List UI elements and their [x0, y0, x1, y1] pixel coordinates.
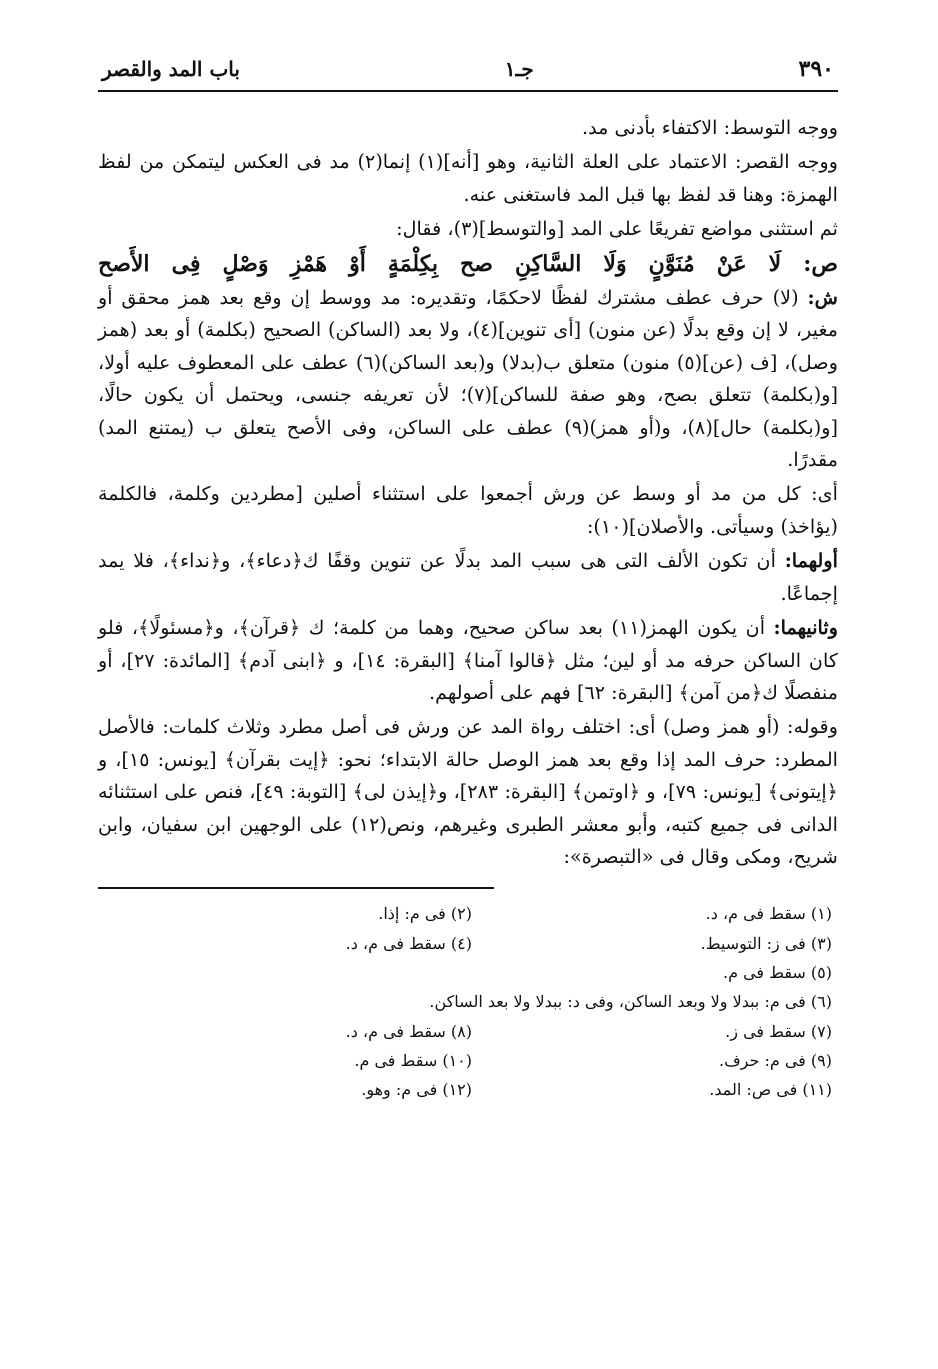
- page-number: ٣٩٠: [798, 56, 834, 82]
- footnote-row: [98, 1046, 832, 1075]
- footnote: (١٢) فى م: وهو.: [361, 1080, 472, 1100]
- verse-marker: ص:: [803, 250, 838, 277]
- footnote: (١٠) سقط فى م.: [354, 1050, 472, 1070]
- page: [98, 56, 838, 1306]
- footnote: (١١) فى ص: المد.: [709, 1080, 832, 1100]
- footnote-row: [98, 1075, 832, 1104]
- footnote: (٧) سقط فى ز.: [725, 1021, 832, 1041]
- footnote: (١) سقط فى م، د.: [705, 904, 832, 924]
- verse-text: لَا عَنْ مُنَوَّنٍ وَلَا السَّاكِنِ صح بِكِلْمَةٍ أَوْ هَمْزِ وَصْلٍ فِى الأَصح: [98, 250, 782, 277]
- chapter-title: باب المد والقصر: [102, 57, 240, 81]
- paragraph-two-principles: أى: كل من مد أو وسط عن ورش أجمعوا على استثناء أصلين [مطردين وكلمة، فالكلمة (يؤاخذ) وسيأتى. والأصلان](١٠):: [98, 482, 838, 538]
- running-header: [98, 56, 838, 92]
- paragraph-hamz-wasl: وقوله: (أو همز وصل) أى: اختلف رواة المد عن ورش فى أصل مطرد وثلاث كلمات: فالأصل المطرد: حرف المد إذا وقع بعد همز الوصل حالة الابتداء؛ نحو: ﴿إيت بقرآن﴾ [يونس: ١٥]، و ﴿إيتونى﴾ [يونس: ٧٩]، و ﴿اوتمن﴾ [البقرة: ٢٨٣]، و﴿إيذن لى﴾ [التوبة: ٤٩]، فنص على استثنائه الدانى فى جميع كتبه، وأبو معشر الطبرى وغيرهم، ونص(١٢) على الوجهين ابن سفيان، وابن شريح، ومكى وقال فى «التبصرة»:: [98, 715, 839, 868]
- commentary-text: (لا) حرف عطف مشترك لفظًا لاحكمًا، وتقديره: مد ووسط إن وقع بعد همز محقق أو مغير، لا إن وقع بدلًا (عن منون) [أى تنوين](٤)، ولا بعد (الساكن) الصحيح (بكلمة) أو بعد (همز وصل)، [ف (عن](٥) منون) متعلق ب(بدلا) و(بعد الساكن)(٦) عطف على المعطوف عليه أولا، [و(بكلمة) تتعلق بصح، وهو صفة للساكن](٧)؛ لأن تعريفه جنسى، ويحتمل أن يكون حالًا، [و(بكلمة) حال](٨)، و(أو همز)(٩) عطف على الساكن، وفى الأصح يتعلق ب (يمتنع المد) مقدرًا.: [98, 286, 838, 472]
- commentary-marker: ش:: [807, 286, 838, 310]
- paragraph-tawassut: ووجه التوسط: الاكتفاء بأدنى مد.: [582, 116, 838, 139]
- footnote: (٣) فى ز: التوسيط.: [700, 933, 832, 953]
- commentary-paragraph: [98, 282, 838, 476]
- footnote-divider: [98, 887, 494, 889]
- footnote: (٩) فى م: حرف.: [718, 1050, 832, 1070]
- footnote: (٤) سقط فى م، د.: [345, 933, 472, 953]
- footnote: (٦) فى م: ببدلا ولا وبعد الساكن، وفى د: ببدلا ولا بعد الساكن.: [429, 992, 832, 1012]
- footnote-row: [98, 899, 832, 928]
- paragraph-qasr: ووجه القصر: الاعتماد على العلة الثانية، وهو [أنه](١) إنما(٢) مد فى العكس ليتمكن من لفظ الهمزة: وهنا قد لفظ بها قبل المد فاستغنى عنه.: [98, 150, 838, 206]
- footnote-row: [98, 1017, 832, 1046]
- paragraph-istithna: ثم استثنى مواضع تفريعًا على المد [والتوسط](٣)، فقال:: [396, 217, 838, 241]
- footnote: (٨) سقط فى م، د.: [345, 1021, 472, 1041]
- footnote: (٥) سقط فى م.: [722, 962, 832, 982]
- first-text: أن تكون الألف التى هى سبب المد بدلًا عن تنوين وقفًا ك﴿دعاء﴾، و﴿نداء﴾، فلا يمد إجماعًا.: [98, 549, 838, 605]
- volume-label: جـ١: [504, 57, 534, 81]
- second-text: أن يكون الهمز(١١) بعد ساكن صحيح، وهما من كلمة؛ ك ﴿قرآن﴾، و﴿مسئولًا﴾، فلو كان الساكن حرفه مد أو لين؛ مثل ﴿قالوا آمنا﴾ [البقرة: ١٤]، و ﴿ابنى آدم﴾ [المائدة: ٢٧]، أو منفصلًا ك﴿من آمن﴾ [البقرة: ٦٢] فهم على أصولهم.: [98, 616, 839, 704]
- verse-line: [98, 248, 838, 280]
- paragraph-second: [98, 612, 838, 709]
- footnote: (٢) فى م: إذا.: [378, 904, 472, 924]
- paragraph-first: [98, 545, 838, 610]
- footnote-row: [98, 958, 832, 987]
- footnotes: [98, 899, 838, 1104]
- footnote-row: [98, 929, 832, 958]
- second-label: وثانيهما:: [773, 616, 838, 640]
- main-text: [98, 112, 838, 873]
- footnote-row: [98, 987, 832, 1016]
- first-label: أولهما:: [784, 549, 838, 573]
